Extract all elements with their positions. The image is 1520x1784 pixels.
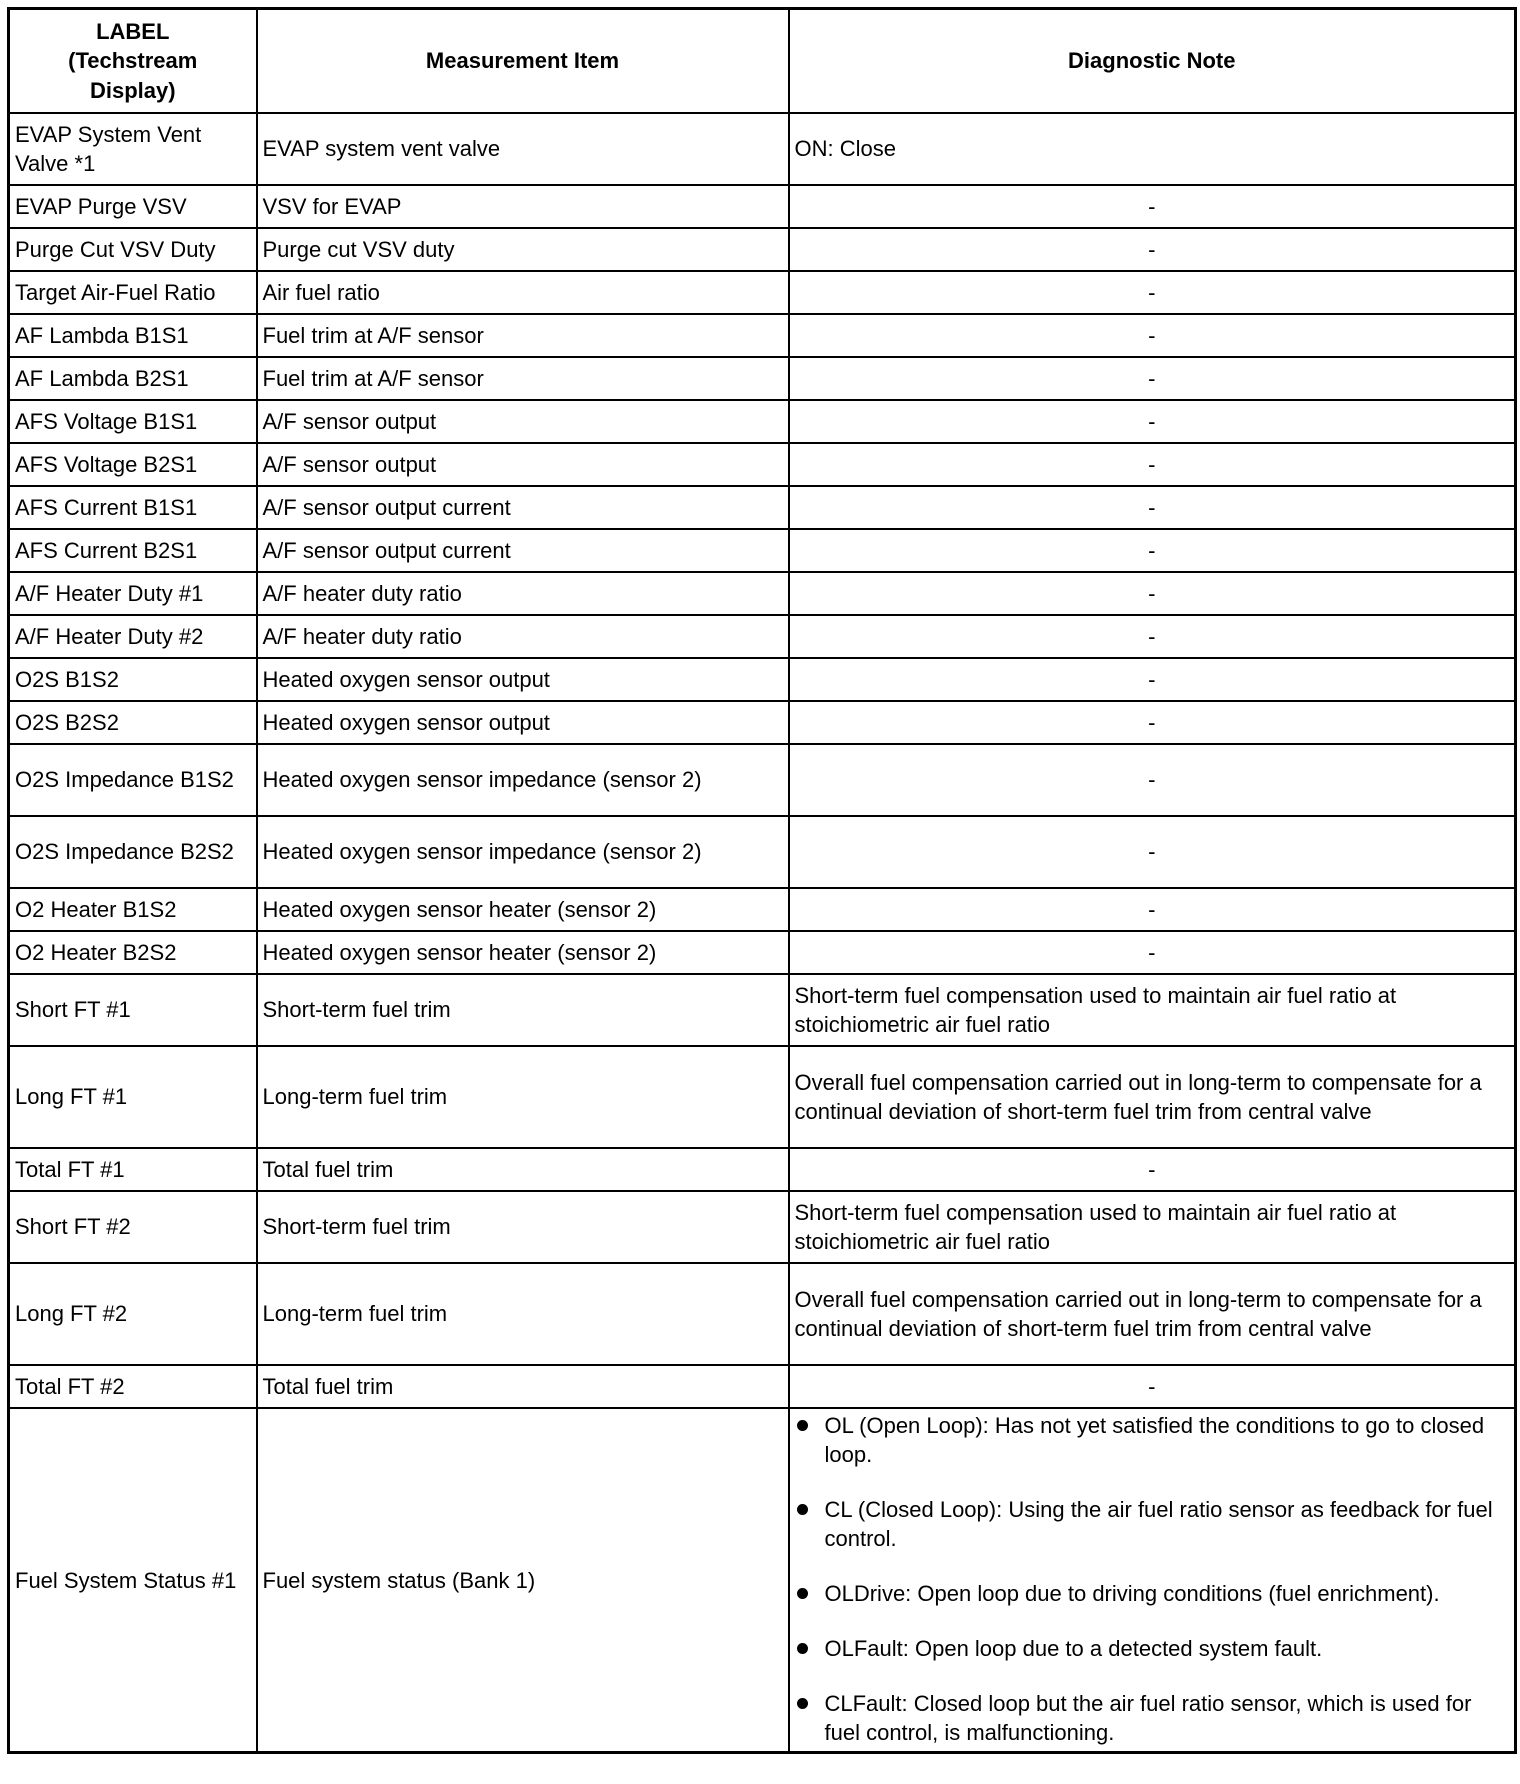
row-diagnostic-note: - bbox=[789, 314, 1516, 357]
row-diagnostic-note: - bbox=[789, 228, 1516, 271]
table-row bbox=[9, 931, 1516, 974]
row-diagnostic-note: Short-term fuel compensation used to maintain air fuel ratio at stoichiometric air fuel ratio bbox=[789, 1191, 1516, 1263]
row-measurement-item: A/F sensor output current bbox=[257, 529, 789, 572]
header-measurement-item: Measurement Item bbox=[257, 9, 789, 114]
row-diagnostic-note: - bbox=[789, 816, 1516, 888]
row-measurement-item: A/F sensor output bbox=[257, 443, 789, 486]
row-diagnostic-note: - bbox=[789, 615, 1516, 658]
table-row bbox=[9, 486, 1516, 529]
table-row bbox=[9, 443, 1516, 486]
fuel-status-text: OLDrive: Open loop due to driving conditions (fuel enrichment). bbox=[824, 1581, 1440, 1607]
fuel-status-list bbox=[795, 1411, 1510, 1747]
fuel-status-list-item bbox=[795, 1411, 1510, 1469]
table-row bbox=[9, 658, 1516, 701]
fuel-status-list-item bbox=[795, 1689, 1510, 1747]
row-diagnostic-note: - bbox=[789, 701, 1516, 744]
fuel-status-list-item bbox=[795, 1579, 1510, 1608]
row-diagnostic-note: ON: Close bbox=[789, 113, 1516, 185]
row-diagnostic-note: - bbox=[789, 1365, 1516, 1408]
row-label: Short FT #1 bbox=[9, 974, 257, 1046]
row-diagnostic-note: - bbox=[789, 529, 1516, 572]
row-label: Total FT #2 bbox=[9, 1365, 257, 1408]
table-row bbox=[9, 1046, 1516, 1148]
row-diagnostic-note: - bbox=[789, 931, 1516, 974]
row-measurement-item: Heated oxygen sensor output bbox=[257, 658, 789, 701]
row-label: AFS Current B2S1 bbox=[9, 529, 257, 572]
table-row bbox=[9, 615, 1516, 658]
row-measurement-item: Heated oxygen sensor impedance (sensor 2) bbox=[257, 744, 789, 816]
row-diagnostic-note: - bbox=[789, 486, 1516, 529]
row-label: Long FT #2 bbox=[9, 1263, 257, 1365]
row-diagnostic-note: Overall fuel compensation carried out in long-term to compensate for a continual deviation of short-term fuel trim from central valve bbox=[789, 1046, 1516, 1148]
row-label: Long FT #1 bbox=[9, 1046, 257, 1148]
row-measurement-item: EVAP system vent valve bbox=[257, 113, 789, 185]
table-row bbox=[9, 228, 1516, 271]
row-measurement-item: Air fuel ratio bbox=[257, 271, 789, 314]
fuel-status-text: OL (Open Loop): Has not yet satisfied the conditions to go to closed loop. bbox=[824, 1413, 1485, 1468]
row-measurement-item: Fuel trim at A/F sensor bbox=[257, 314, 789, 357]
bullet-icon bbox=[797, 1588, 808, 1599]
table-row bbox=[9, 529, 1516, 572]
row-measurement-item: Heated oxygen sensor output bbox=[257, 701, 789, 744]
table-row bbox=[9, 816, 1516, 888]
bullet-icon bbox=[797, 1420, 808, 1431]
row-measurement-item: A/F sensor output current bbox=[257, 486, 789, 529]
row-measurement-item: Heated oxygen sensor heater (sensor 2) bbox=[257, 931, 789, 974]
table-row bbox=[9, 1191, 1516, 1263]
table-row bbox=[9, 400, 1516, 443]
fuel-status-list-item bbox=[795, 1495, 1510, 1553]
fuel-status-text: OLFault: Open loop due to a detected system fault. bbox=[824, 1636, 1323, 1662]
row-measurement-item: Fuel trim at A/F sensor bbox=[257, 357, 789, 400]
fuel-status-text: CL (Closed Loop): Using the air fuel ratio sensor as feedback for fuel control. bbox=[824, 1497, 1493, 1552]
row-measurement-item: A/F heater duty ratio bbox=[257, 615, 789, 658]
row-diagnostic-note: - bbox=[789, 400, 1516, 443]
row-label: A/F Heater Duty #1 bbox=[9, 572, 257, 615]
row-label: O2 Heater B1S2 bbox=[9, 888, 257, 931]
row-label: AFS Current B1S1 bbox=[9, 486, 257, 529]
row-label: Short FT #2 bbox=[9, 1191, 257, 1263]
table-row bbox=[9, 888, 1516, 931]
bullet-icon bbox=[797, 1504, 808, 1515]
row-label: EVAP System Vent Valve *1 bbox=[9, 113, 257, 185]
row-label: O2S B2S2 bbox=[9, 701, 257, 744]
row-measurement-item: VSV for EVAP bbox=[257, 185, 789, 228]
row-label: EVAP Purge VSV bbox=[9, 185, 257, 228]
header-row bbox=[9, 9, 1516, 114]
header-label: LABEL (Techstream Display) bbox=[9, 9, 257, 114]
header-diagnostic-note: Diagnostic Note bbox=[789, 9, 1516, 114]
row-diagnostic-note: - bbox=[789, 888, 1516, 931]
row-label: Total FT #1 bbox=[9, 1148, 257, 1191]
table-row bbox=[9, 744, 1516, 816]
row-measurement-item: A/F sensor output bbox=[257, 400, 789, 443]
fuel-status-text: CLFault: Closed loop but the air fuel ratio sensor, which is used for fuel control, is malfunctioning. bbox=[824, 1691, 1472, 1746]
row-label: O2 Heater B2S2 bbox=[9, 931, 257, 974]
row-label: AFS Voltage B1S1 bbox=[9, 400, 257, 443]
row-label: AF Lambda B1S1 bbox=[9, 314, 257, 357]
row-diagnostic-note: - bbox=[789, 1148, 1516, 1191]
row-diagnostic-note: - bbox=[789, 271, 1516, 314]
row-label: O2S B1S2 bbox=[9, 658, 257, 701]
table-row bbox=[9, 314, 1516, 357]
row-diagnostic-note: - bbox=[789, 658, 1516, 701]
row-measurement-item: Short-term fuel trim bbox=[257, 974, 789, 1046]
row-label: A/F Heater Duty #2 bbox=[9, 615, 257, 658]
row-label: Target Air-Fuel Ratio bbox=[9, 271, 257, 314]
table-row bbox=[9, 357, 1516, 400]
table-row-fuel-system-status bbox=[9, 1408, 1516, 1753]
table-row bbox=[9, 1148, 1516, 1191]
row-diagnostic-note: - bbox=[789, 443, 1516, 486]
row-measurement-item: Heated oxygen sensor heater (sensor 2) bbox=[257, 888, 789, 931]
row-measurement-item: Purge cut VSV duty bbox=[257, 228, 789, 271]
row-measurement-item: Total fuel trim bbox=[257, 1148, 789, 1191]
table-row bbox=[9, 1365, 1516, 1408]
row-label: Fuel System Status #1 bbox=[9, 1408, 257, 1753]
table-row bbox=[9, 701, 1516, 744]
row-label: Purge Cut VSV Duty bbox=[9, 228, 257, 271]
row-measurement-item: A/F heater duty ratio bbox=[257, 572, 789, 615]
bullet-icon bbox=[797, 1698, 808, 1709]
row-diagnostic-note: - bbox=[789, 357, 1516, 400]
table-row bbox=[9, 185, 1516, 228]
row-label: O2S Impedance B2S2 bbox=[9, 816, 257, 888]
row-measurement-item: Heated oxygen sensor impedance (sensor 2) bbox=[257, 816, 789, 888]
row-diagnostic-note: Overall fuel compensation carried out in long-term to compensate for a continual deviation of short-term fuel trim from central valve bbox=[789, 1263, 1516, 1365]
row-diagnostic-note: - bbox=[789, 185, 1516, 228]
row-measurement-item: Short-term fuel trim bbox=[257, 1191, 789, 1263]
row-measurement-item: Fuel system status (Bank 1) bbox=[257, 1408, 789, 1753]
row-label: O2S Impedance B1S2 bbox=[9, 744, 257, 816]
fuel-status-list-item bbox=[795, 1634, 1510, 1663]
data-list-table bbox=[7, 7, 1517, 1754]
row-label: AF Lambda B2S1 bbox=[9, 357, 257, 400]
table-row bbox=[9, 974, 1516, 1046]
row-diagnostic-note: Short-term fuel compensation used to maintain air fuel ratio at stoichiometric air fuel ratio bbox=[789, 974, 1516, 1046]
table-row bbox=[9, 572, 1516, 615]
table-row bbox=[9, 1263, 1516, 1365]
table-row bbox=[9, 113, 1516, 185]
row-diagnostic-note bbox=[789, 1408, 1516, 1753]
row-diagnostic-note: - bbox=[789, 744, 1516, 816]
row-measurement-item: Long-term fuel trim bbox=[257, 1263, 789, 1365]
bullet-icon bbox=[797, 1643, 808, 1654]
table-row bbox=[9, 271, 1516, 314]
row-measurement-item: Long-term fuel trim bbox=[257, 1046, 789, 1148]
row-label: AFS Voltage B2S1 bbox=[9, 443, 257, 486]
row-diagnostic-note: - bbox=[789, 572, 1516, 615]
row-measurement-item: Total fuel trim bbox=[257, 1365, 789, 1408]
